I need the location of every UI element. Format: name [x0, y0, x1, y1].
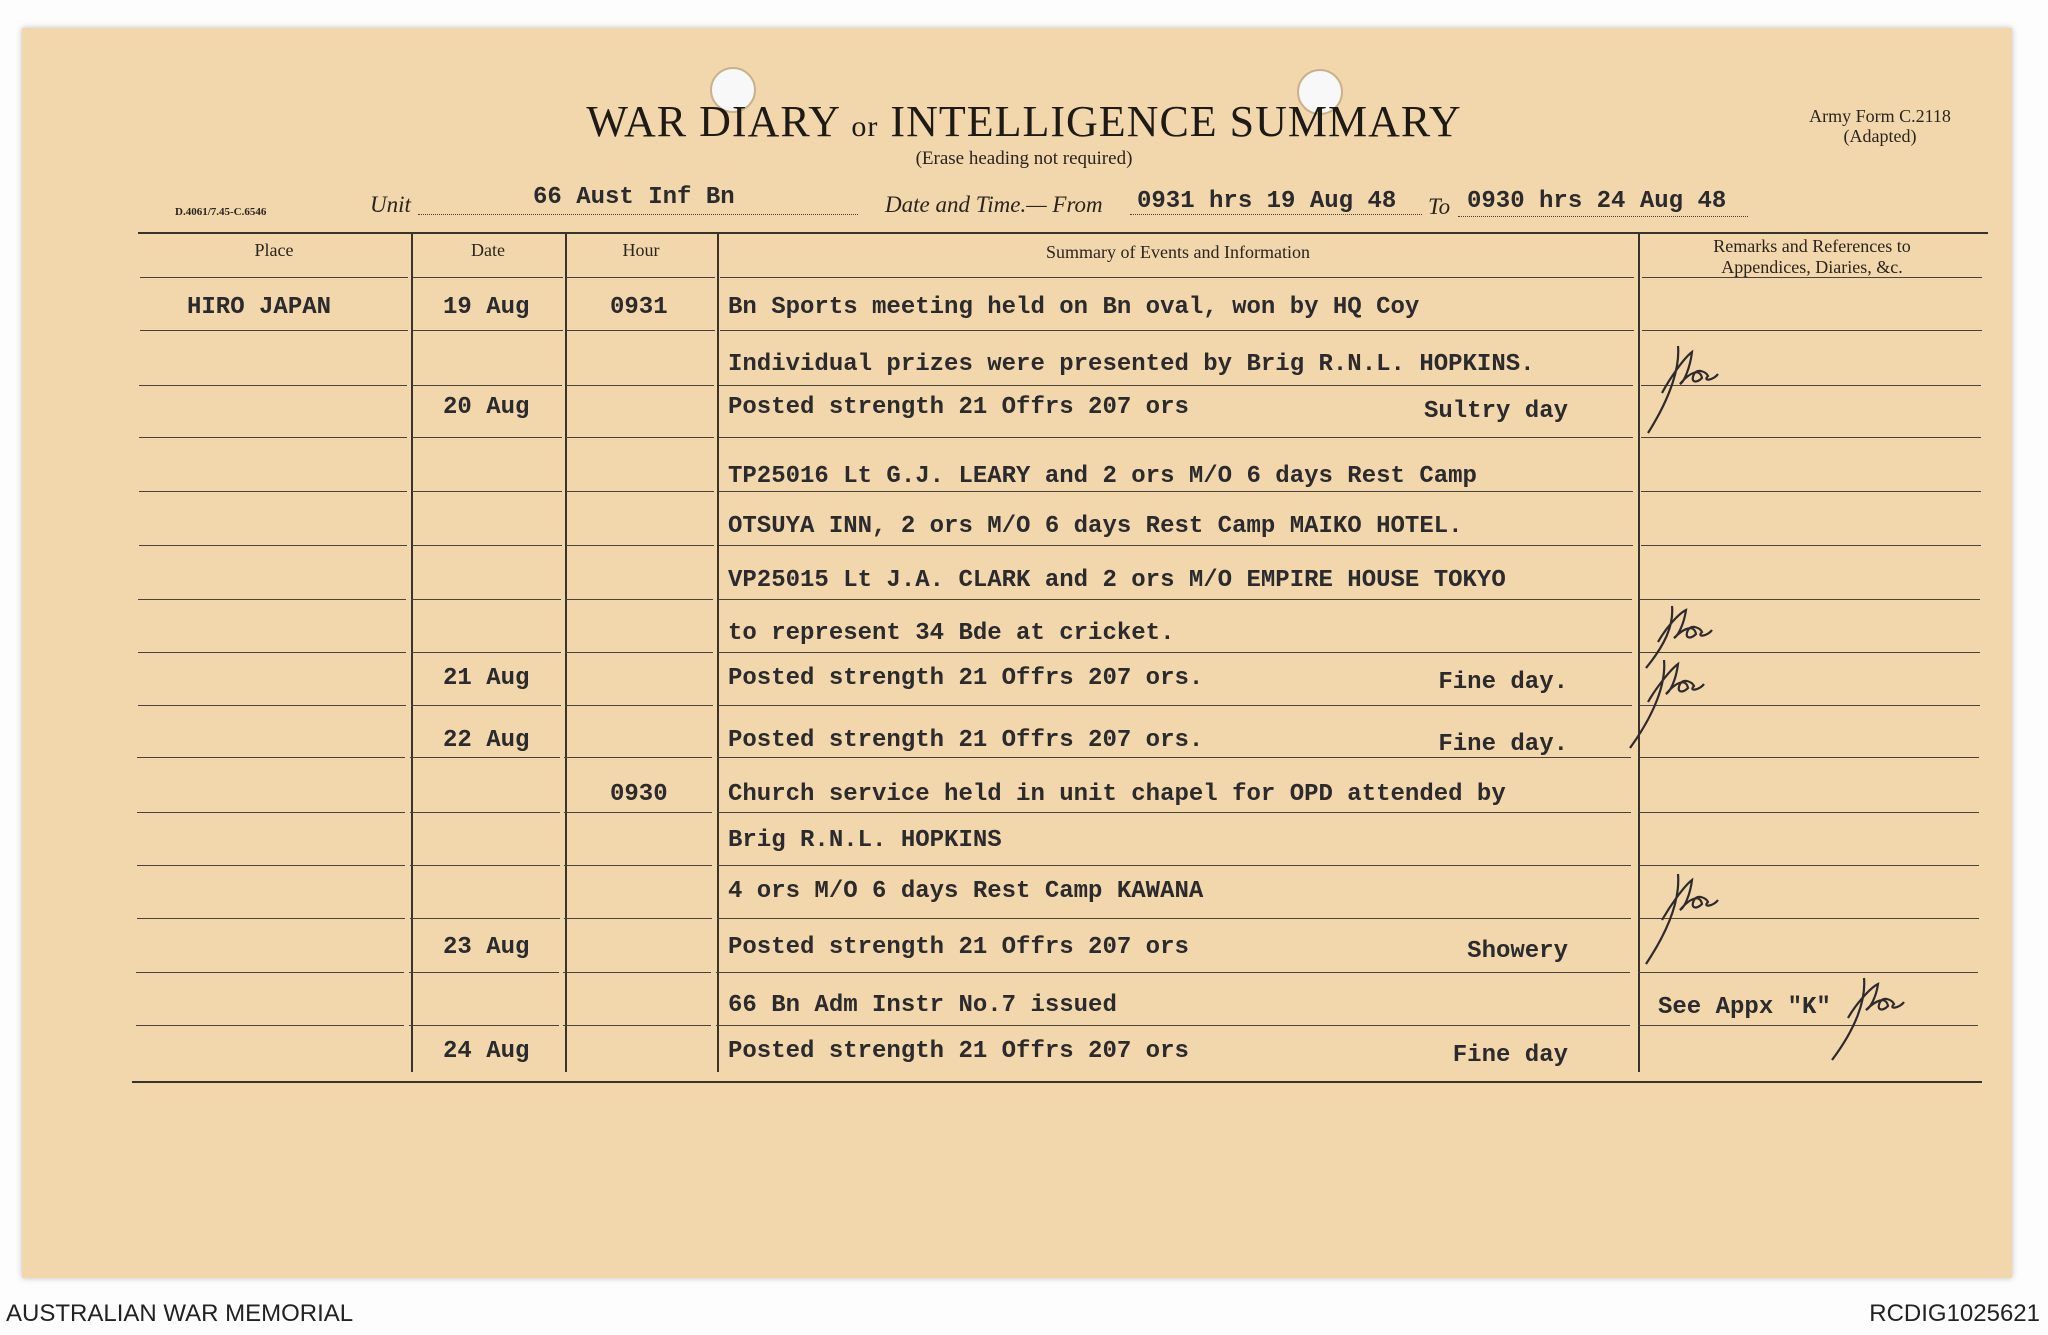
initials-signature — [1822, 974, 1912, 1069]
remarks-header-line-2: Appendices, Diaries, &c. — [1721, 257, 1903, 277]
entry-place: HIRO JAPAN — [187, 294, 332, 321]
form-title — [0, 96, 2048, 147]
ruled-line — [563, 1025, 711, 1026]
ruled-line — [718, 705, 1632, 706]
ruled-line — [412, 491, 562, 492]
entry-summary: Posted strength 21 Offrs 207 ors — [728, 394, 1189, 421]
column-header-summary: Summary of Events and Information — [1046, 242, 1310, 262]
entry-summary: OTSUYA INN, 2 ors M/O 6 days Rest Camp MAIKO HOTEL. — [728, 513, 1463, 540]
entry-weather: Fine day. — [1438, 669, 1568, 696]
ruled-line — [138, 652, 406, 653]
ruled-line — [564, 812, 712, 813]
ruled-line — [137, 812, 405, 813]
army-form-label: Army Form C.2118 — [1809, 106, 1951, 126]
entry-summary: VP25015 Lt J.A. CLARK and 2 ors M/O EMPIRE HOUSE TOKYO — [728, 567, 1506, 594]
ruled-line — [409, 1025, 559, 1026]
ruled-line — [1641, 545, 1981, 546]
entry-date: 22 Aug — [443, 727, 530, 754]
to-label: To — [1428, 194, 1451, 219]
table-bottom-border — [132, 1081, 1982, 1083]
ruled-line — [566, 545, 714, 546]
ruled-line — [567, 330, 715, 331]
initials-signature — [1640, 338, 1730, 443]
ruled-line — [137, 757, 405, 758]
ruled-line — [716, 972, 1630, 973]
entry-summary: 4 ors M/O 6 days Rest Camp KAWANA — [728, 878, 1204, 905]
ruled-line — [139, 437, 407, 438]
ruled-line — [567, 277, 715, 278]
army-form-number — [1760, 106, 2000, 146]
ruled-line — [136, 1025, 404, 1026]
ruled-line — [720, 330, 1634, 331]
ruled-line — [1638, 1025, 1978, 1026]
print-code: D.4061/7.45-C.6546 — [175, 206, 267, 218]
date-time-label: Date and Time.— From — [885, 192, 1103, 217]
ruled-line — [565, 705, 713, 706]
entry-remarks: See Appx "K" — [1658, 994, 1831, 1021]
ruled-line — [564, 918, 712, 919]
entry-summary: Bn Sports meeting held on Bn oval, won by HQ Coy — [728, 294, 1420, 321]
column-header-remarks — [1642, 236, 1982, 278]
entry-date: 21 Aug — [443, 665, 530, 692]
ruled-line — [1639, 757, 1979, 758]
entry-hour: 0931 — [610, 294, 668, 321]
ruled-line — [412, 545, 562, 546]
to-value: 0930 hrs 24 Aug 48 — [1467, 188, 1727, 215]
ruled-line — [718, 652, 1632, 653]
ruled-line — [1642, 330, 1982, 331]
ruled-line — [137, 918, 405, 919]
ruled-line — [410, 918, 560, 919]
ruled-line — [719, 545, 1633, 546]
ruled-line — [411, 652, 561, 653]
ruled-line — [719, 491, 1633, 492]
ruled-line — [717, 918, 1631, 919]
entry-weather: Fine day. — [1438, 731, 1568, 758]
entry-summary: to represent 34 Bde at cricket. — [728, 620, 1175, 647]
entry-date: 20 Aug — [443, 394, 530, 421]
ruled-line — [566, 437, 714, 438]
ruled-line — [412, 385, 562, 386]
ruled-line — [718, 599, 1632, 600]
ruled-line — [564, 757, 712, 758]
entry-summary: Posted strength 21 Offrs 207 ors — [728, 934, 1189, 961]
ruled-line — [563, 972, 711, 973]
entry-summary: Brig R.N.L. HOPKINS — [728, 827, 1002, 854]
remarks-header-line-1: Remarks and References to — [1713, 236, 1911, 256]
ruled-line — [566, 491, 714, 492]
entry-date: 24 Aug — [443, 1038, 530, 1065]
ruled-line — [565, 599, 713, 600]
form-subtitle: (Erase heading not required) — [915, 148, 1133, 169]
ruled-line — [410, 757, 560, 758]
ruled-line — [720, 277, 1634, 278]
ruled-line — [1640, 599, 1980, 600]
title-or: or — [851, 110, 879, 143]
ruled-line — [717, 812, 1631, 813]
entry-weather: Fine day — [1452, 1042, 1568, 1069]
ruled-line — [412, 437, 562, 438]
ruled-line — [409, 972, 559, 973]
ruled-line — [1642, 277, 1982, 278]
ruled-line — [137, 865, 405, 866]
to-underline — [1458, 216, 1748, 217]
ruled-line — [136, 972, 404, 973]
unit-value: 66 Aust Inf Bn — [533, 184, 735, 211]
entry-summary: Posted strength 21 Offrs 207 ors — [728, 1038, 1189, 1065]
column-header-date: Date — [471, 240, 505, 260]
ruled-line — [410, 812, 560, 813]
entry-date: 23 Aug — [443, 934, 530, 961]
ruled-line — [716, 1025, 1630, 1026]
ruled-line — [138, 705, 406, 706]
ruled-line — [719, 385, 1633, 386]
ruled-line — [1641, 491, 1981, 492]
ruled-line — [717, 865, 1631, 866]
entry-summary: Church service held in unit chapel for OPD attended by — [728, 781, 1506, 808]
initials-signature — [1624, 652, 1714, 757]
ruled-line — [564, 865, 712, 866]
ruled-line — [410, 865, 560, 866]
entry-weather: Sultry day — [1423, 398, 1568, 425]
from-value: 0931 hrs 19 Aug 48 — [1137, 188, 1397, 215]
ruled-line — [1639, 865, 1979, 866]
archive-reference-id: RCDIG1025621 — [1869, 1300, 2040, 1327]
ruled-line — [411, 705, 561, 706]
entry-summary: Posted strength 21 Offrs 207 ors. — [728, 665, 1204, 692]
entry-summary: Individual prizes were presented by Brig R.N.L. HOPKINS. — [728, 351, 1535, 378]
entry-hour: 0930 — [610, 781, 668, 808]
ruled-line — [139, 545, 407, 546]
entry-summary: Posted strength 21 Offrs 207 ors. — [728, 727, 1204, 754]
ruled-line — [566, 385, 714, 386]
ruled-line — [140, 330, 408, 331]
ruled-line — [411, 599, 561, 600]
ruled-line — [1639, 812, 1979, 813]
entry-date: 19 Aug — [443, 294, 530, 321]
entry-summary: TP25016 Lt G.J. LEARY and 2 ors M/O 6 days Rest Camp — [728, 463, 1477, 490]
table-top-border — [138, 232, 1988, 234]
archive-credit: AUSTRALIAN WAR MEMORIAL — [6, 1300, 354, 1327]
entry-summary: 66 Bn Adm Instr No.7 issued — [728, 992, 1117, 1019]
initials-signature — [1638, 868, 1728, 973]
title-war-diary: WAR DIARY — [586, 97, 840, 146]
ruled-line — [139, 385, 407, 386]
ruled-line — [140, 277, 408, 278]
ruled-line — [139, 491, 407, 492]
ruled-line — [413, 277, 563, 278]
column-header-hour: Hour — [622, 240, 660, 260]
column-header-place: Place — [254, 240, 294, 260]
unit-underline — [418, 214, 858, 215]
ruled-line — [413, 330, 563, 331]
title-intelligence-summary: INTELLIGENCE SUMMARY — [890, 97, 1462, 146]
adapted-label: (Adapted) — [1843, 126, 1917, 146]
ruled-line — [565, 652, 713, 653]
entry-weather: Showery — [1467, 938, 1568, 965]
ruled-line — [719, 437, 1633, 438]
unit-label: Unit — [370, 192, 411, 217]
ruled-line — [138, 599, 406, 600]
